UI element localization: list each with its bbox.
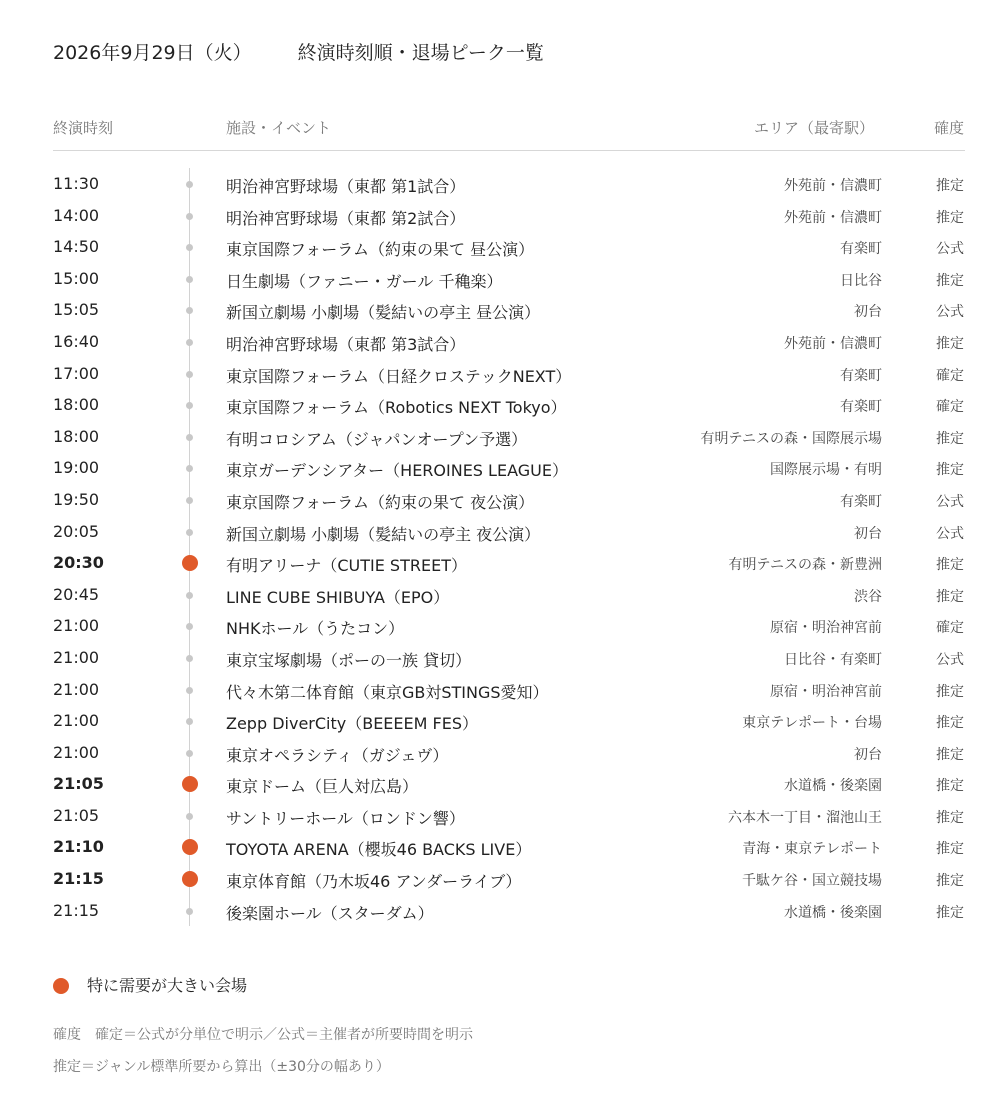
end-time: 19:00 [53,458,100,478]
area-station: 六本木一丁目・溜池山王 [728,809,882,826]
area-station: 水道橋・後楽園 [784,778,882,795]
area-station: 千駄ケ谷・国立競技場 [742,873,882,890]
legend [53,973,247,996]
end-time: 19:50 [53,489,100,509]
table-row [0,231,1000,263]
end-time: 18:00 [53,426,100,446]
table-row [0,168,1000,200]
end-time: 15:05 [53,300,100,320]
table-row [0,800,1000,832]
column-header-certainty: 確度 [933,119,964,137]
venue-event: Zepp DiverCity（BEEEEM FES） [226,714,478,734]
end-time: 21:00 [53,647,100,667]
high-demand-dot-icon [182,555,198,571]
end-time: 21:15 [53,900,100,920]
area-station: 有楽町 [840,399,882,416]
certainty: 推定 [936,178,964,194]
venue-event: 東京ガーデンシアター（HEROINES LEAGUE） [226,461,568,481]
venue-event: TOYOTA ARENA（櫻坂46 BACKS LIVE） [226,840,532,860]
end-time: 18:00 [53,395,100,415]
area-station: 原宿・明治神宮前 [770,683,882,700]
area-station: 東京テレポート・台場 [742,715,882,732]
certainty: 推定 [936,209,964,226]
venue-event: LINE CUBE SHIBUYA（EPO） [226,587,450,607]
certainty: 公式 [936,525,964,542]
area-station: 原宿・明治神宮前 [770,620,882,637]
timeline-dot-icon [186,813,193,820]
certainty: 推定 [936,746,964,763]
certainty: 推定 [936,462,964,479]
table-row [0,452,1000,484]
timeline-dot-icon [186,276,193,283]
certainty: 推定 [936,272,964,289]
end-time: 17:00 [53,363,100,383]
end-time: 21:10 [53,837,104,857]
certainty-note-1: 確度 確定＝公式が分単位で明示／公式＝主催者が所要時間を明示 [53,1027,473,1043]
venue-event: 日生劇場（ファニー・ガール 千穐楽） [226,271,503,291]
page-header [53,38,544,65]
timeline-dot-icon [186,623,193,630]
table-row [0,263,1000,295]
certainty: 公式 [936,651,964,668]
timeline-dot-icon [186,718,193,725]
area-station: 外苑前・信濃町 [784,178,882,194]
table-row [0,579,1000,611]
end-time: 11:30 [53,174,100,193]
timeline-dot-icon [186,213,193,220]
venue-event: サントリーホール（ロンドン響） [226,808,465,828]
timeline-dot-icon [186,465,193,472]
page-title: 終演時刻順・退場ピーク一覧 [297,42,544,64]
column-header-time: 終演時刻 [53,119,114,137]
timeline-dot-icon [186,402,193,409]
end-time: 21:00 [53,711,100,731]
table-row [0,516,1000,548]
table-row [0,358,1000,390]
certainty: 公式 [936,493,964,510]
venue-event: 東京国際フォーラム（約束の果て 夜公演） [226,492,535,512]
end-time: 21:00 [53,679,100,699]
table-row [0,768,1000,800]
high-demand-dot-icon [182,776,198,792]
timeline-dot-icon [186,307,193,314]
table-row [0,831,1000,863]
table-row [0,863,1000,895]
certainty: 公式 [936,304,964,321]
area-station: 有楽町 [840,241,882,258]
table-row [0,547,1000,579]
end-time: 20:30 [53,553,104,573]
table-row [0,200,1000,232]
area-station: 初台 [854,746,882,763]
area-station: 水道橋・後楽園 [784,904,882,921]
area-station: 渋谷 [854,588,882,605]
certainty: 推定 [936,873,964,890]
date-label: 2026年9月29日（火） [53,42,252,64]
area-station: 日比谷・有楽町 [784,651,882,668]
end-time: 14:50 [53,237,100,257]
area-station: 国際展示場・有明 [770,462,882,479]
table-row [0,294,1000,326]
table-row [0,705,1000,737]
certainty: 推定 [936,430,964,447]
area-station: 有楽町 [840,367,882,384]
end-time: 20:45 [53,584,100,604]
table-row [0,484,1000,516]
venue-event: 東京国際フォーラム（約束の果て 昼公演） [226,240,535,260]
certainty: 推定 [936,809,964,826]
venue-event: 有明アリーナ（CUTIE STREET） [226,556,467,576]
end-time: 21:00 [53,616,100,636]
venue-event: 明治神宮野球場（東都 第3試合） [226,334,466,354]
venue-event: 東京ドーム（巨人対広島） [226,777,419,797]
certainty: 推定 [936,778,964,795]
timeline-dot-icon [186,371,193,378]
table-row [0,610,1000,642]
venue-event: 東京国際フォーラム（Robotics NEXT Tokyo） [226,398,567,418]
schedule-list [0,168,1000,926]
certainty: 確定 [936,620,964,637]
column-header-venue: 施設・イベント [226,119,332,137]
area-station: 初台 [854,525,882,542]
venue-event: 東京体育館（乃木坂46 アンダーライブ） [226,872,522,892]
certainty-note-2: 推定＝ジャンル標準所要から算出（±30分の幅あり） [53,1059,390,1075]
timeline-dot-icon [186,655,193,662]
venue-event: NHKホール（うたコン） [226,619,405,639]
end-time: 14:00 [53,205,100,225]
certainty: 確定 [936,367,964,384]
legend-label: 特に需要が大きい会場 [87,976,248,995]
high-demand-dot-icon [182,871,198,887]
timeline-dot-icon [186,339,193,346]
end-time: 21:05 [53,805,100,825]
area-station: 有明テニスの森・国際展示場 [700,430,882,447]
certainty: 推定 [936,557,964,574]
table-row [0,674,1000,706]
area-station: 日比谷 [840,272,882,289]
venue-event: 明治神宮野球場（東都 第1試合） [226,177,466,196]
table-row [0,326,1000,358]
certainty: 推定 [936,588,964,605]
high-demand-dot-icon [53,978,69,994]
venue-event: 後楽園ホール（スターダム） [226,903,434,923]
end-time: 21:05 [53,774,104,794]
certainty: 推定 [936,683,964,700]
end-time: 21:00 [53,742,100,762]
table-row [0,421,1000,453]
timeline-dot-icon [186,497,193,504]
table-row [0,895,1000,927]
venue-event: 新国立劇場 小劇場（髪結いの亭主 夜公演） [226,524,541,544]
timeline-dot-icon [186,592,193,599]
venue-event: 明治神宮野球場（東都 第2試合） [226,208,466,228]
timeline-dot-icon [186,244,193,251]
venue-event: 代々木第二体育館（東京GB対STINGS愛知） [226,682,549,702]
timeline-dot-icon [186,529,193,536]
area-station: 初台 [854,304,882,321]
end-time: 15:00 [53,268,100,288]
table-row [0,737,1000,769]
certainty: 推定 [936,904,964,921]
end-time: 21:15 [53,869,104,889]
timeline-dot-icon [186,434,193,441]
table-row [0,389,1000,421]
certainty: 公式 [936,241,964,258]
area-station: 外苑前・信濃町 [784,335,882,352]
area-station: 外苑前・信濃町 [784,209,882,226]
certainty: 推定 [936,335,964,352]
timeline-dot-icon [186,181,193,188]
high-demand-dot-icon [182,839,198,855]
venue-event: 東京宝塚劇場（ポーの一族 貸切） [226,650,472,670]
certainty: 推定 [936,715,964,732]
venue-event: 新国立劇場 小劇場（髪結いの亭主 昼公演） [226,303,541,323]
header-divider [53,150,965,151]
venue-event: 東京オペラシティ（ガジェヴ） [226,745,449,765]
timeline-dot-icon [186,687,193,694]
venue-event: 有明コロシアム（ジャパンオープン予選） [226,429,528,449]
timeline-dot-icon [186,750,193,757]
end-time: 20:05 [53,521,100,541]
end-time: 16:40 [53,331,100,351]
area-station: 青海・東京テレポート [742,841,882,858]
area-station: 有楽町 [840,493,882,510]
table-row [0,642,1000,674]
certainty: 推定 [936,841,964,858]
venue-event: 東京国際フォーラム（日経クロステックNEXT） [226,366,572,386]
area-station: 有明テニスの森・新豊洲 [728,557,882,574]
certainty: 確定 [936,399,964,416]
column-header-area: エリア（最寄駅） [753,119,874,137]
timeline-dot-icon [186,908,193,915]
